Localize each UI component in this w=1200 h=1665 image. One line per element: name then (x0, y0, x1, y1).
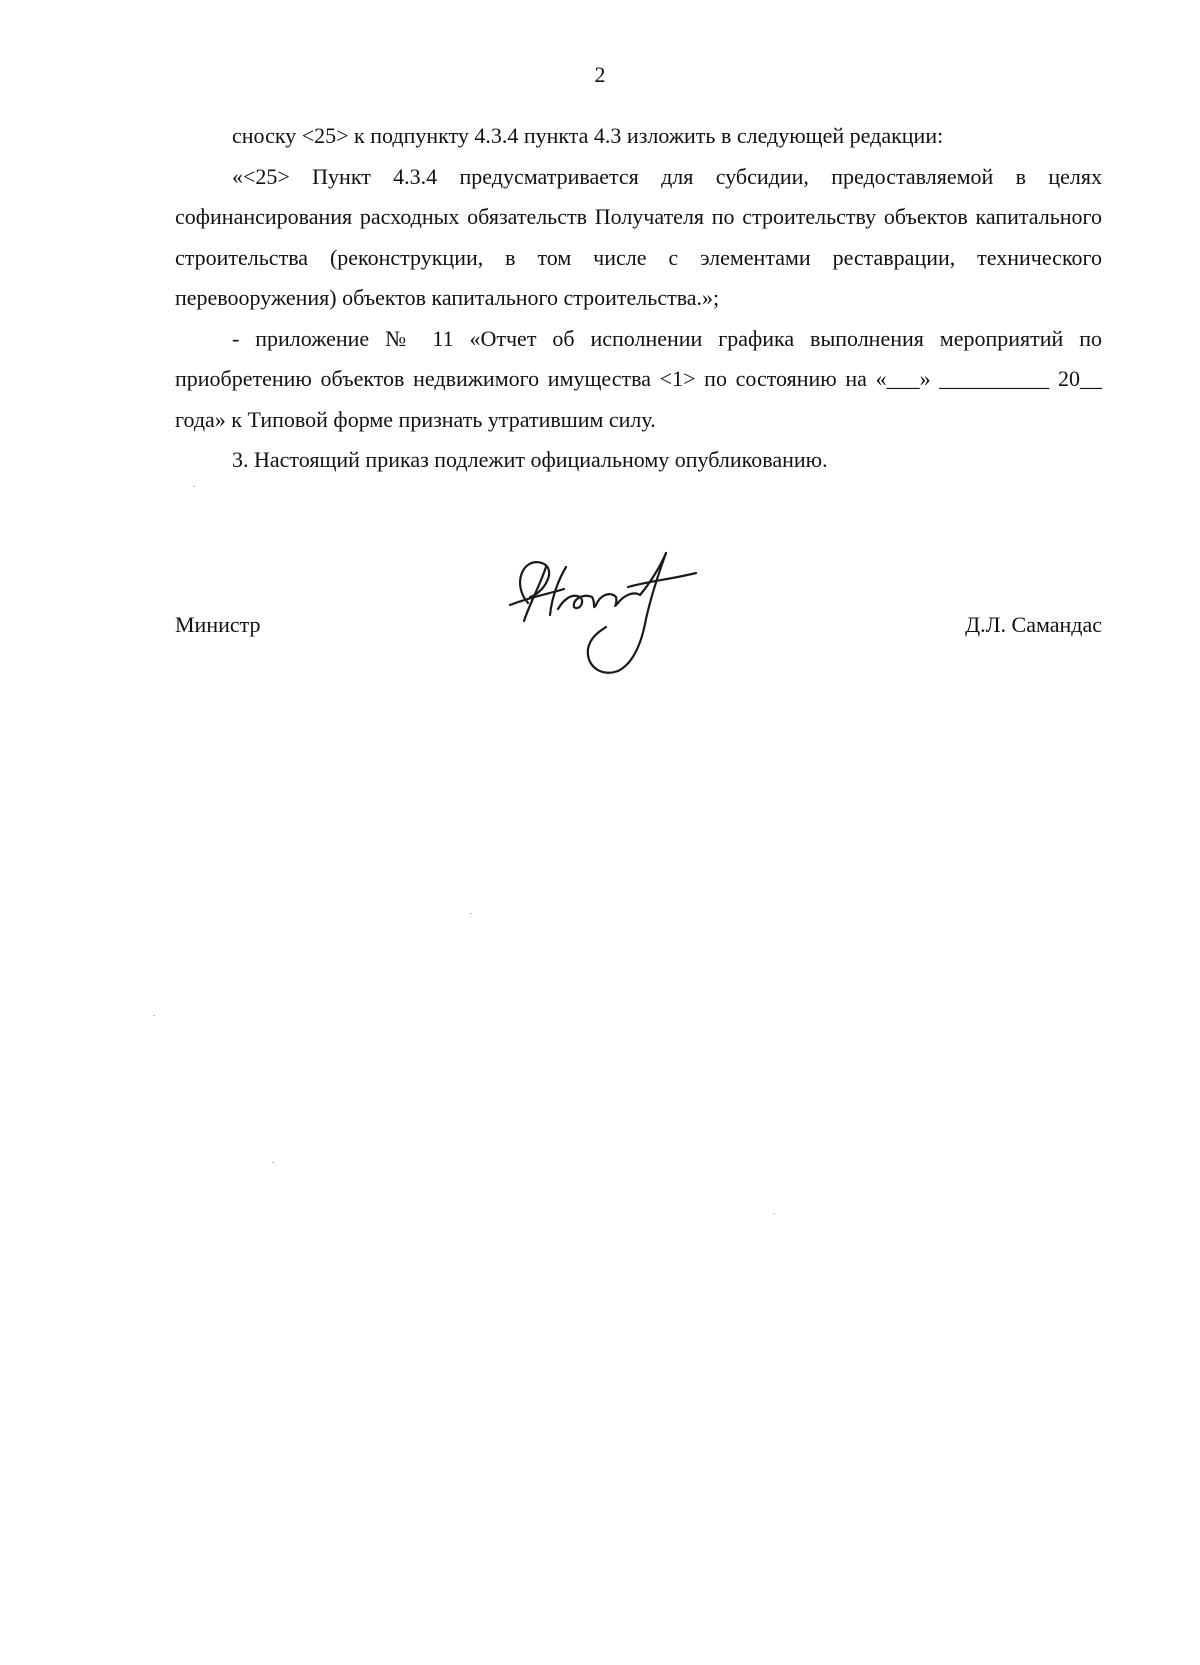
signatory-title: Министр (175, 612, 261, 637)
scan-speck (193, 486, 195, 487)
page-number: 2 (594, 62, 606, 87)
scan-speck (153, 1015, 155, 1016)
scan-speck (773, 1213, 775, 1214)
handwritten-signature (500, 545, 715, 685)
signatory-name: Д.Л. Самандас (965, 612, 1102, 637)
scan-speck (470, 913, 472, 914)
paragraph-footnote-instruction: сноску <25> к подпункту 4.3.4 пункта 4.3 изложить в следующей редакции: (232, 123, 944, 148)
scan-speck (272, 1162, 274, 1163)
paragraph-footnote-text: «<25> Пункт 4.3.4 предусматривается для субсидии, предоставляемой в целях софинансирования расходных обязательств Получателя по строительству объектов капитального строительства (реконструкции, в том числе с элементами реставрации, технического перевооружения) объектов капитального строительства.»; (175, 163, 1102, 310)
paragraph-appendix-11: - приложение № 11 «Отчет об исполнении графика выполнения мероприятий по приобретению объектов недвижимого имущества <1> по состоянию на «___» __________ 20__ года» к Типовой форме признать утратившим силу. (175, 325, 1102, 432)
paragraph-publication: 3. Настоящий приказ подлежит официальному опубликованию. (232, 447, 828, 472)
document-body (175, 116, 1102, 481)
